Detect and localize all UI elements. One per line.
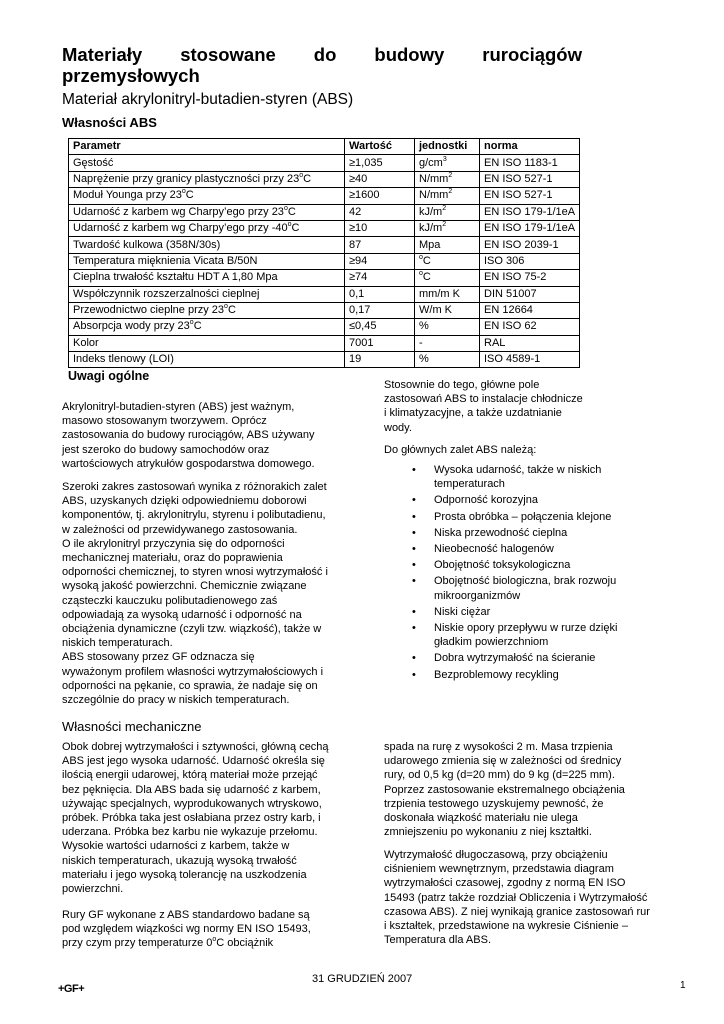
text-line: materiału i jego wysoką tolerancję na uszkodzenia: [62, 868, 307, 881]
list-item-text: Obojętność toksykologiczna: [434, 559, 571, 572]
text-line: Poprzez zastosowanie ekstremalnego obciążenia: [384, 783, 625, 796]
list-item-text: Prosta obróbka – połączenia klejone: [434, 510, 612, 523]
unit-sup: o: [419, 253, 423, 261]
table-row: [69, 302, 580, 318]
text-line: wyważonym profilem własności wytrzymałościowych i: [62, 665, 324, 678]
list-item-text: Odporność korozyjna: [434, 494, 538, 507]
param-cell: [69, 352, 345, 368]
list-item-text: Obojętność biologiczna, brak rozwoju: [434, 575, 617, 588]
text-line: wody.: [384, 421, 412, 434]
list-item: [409, 493, 669, 507]
text-line: odporności chemicznej, to styren wnosi wytrzymałość i: [62, 566, 328, 579]
text-line: używając specjalnych, wyprodukowanych wtryskowo,: [62, 797, 322, 810]
unit-cell: [415, 204, 480, 220]
norm-cell: EN ISO 179-1/1eA: [480, 204, 580, 220]
param-cell: [69, 220, 345, 236]
norm-cell: RAL: [480, 335, 580, 351]
unit-cell: [415, 335, 480, 351]
text-line: masowo stosowanym tworzywem. Oprócz: [62, 415, 267, 428]
param-cell: [69, 253, 345, 269]
unit-cell: [415, 237, 480, 253]
value-cell: 19: [345, 352, 415, 368]
text-line: bez pęknięcia. Dla ABS bada się udarność z karbem,: [62, 783, 321, 796]
value-cell: 0,1: [345, 286, 415, 302]
text-line: odpowiadają za wysoką udarność i odporność na: [62, 608, 302, 621]
param-text: Udarność z karbem wg Charpy’ego przy 23: [73, 205, 284, 218]
text-line: zastosowania do budowy rurociągów, ABS używany: [62, 429, 315, 442]
unit-cell: [415, 302, 480, 318]
text-line: jest szeroko do budowy samochodów oraz: [62, 443, 270, 456]
list-item-text: Niskie opory przepływu w rurze dzięki: [434, 622, 618, 635]
text-line: O ile akrylonitryl przyczynia się do odporności: [62, 537, 285, 550]
param-unit: C: [193, 320, 202, 333]
table-row: [69, 270, 580, 286]
param-text: Gęstość: [73, 156, 114, 169]
text-line: niskich temperaturach.: [62, 637, 173, 650]
degree-sup: o: [181, 188, 186, 196]
text-line: i kształtek, przedstawione na wykresie Ciśnienie –: [384, 920, 628, 933]
advantages-list: [409, 463, 669, 684]
text-line: Stosownie do tego, główne pole: [384, 379, 540, 391]
param-text: Przewodnictwo cieplne przy 23: [73, 304, 225, 317]
unit-text: %: [419, 320, 429, 333]
mechanical-left-paragraph-1: [62, 740, 372, 896]
text-line: wysoką jakość powierzchni. Chemicznie związane: [62, 580, 307, 593]
text-line: spada na rurę z wysokości 2 m. Masa trzpienia: [384, 741, 613, 753]
table-row: [69, 204, 580, 220]
table-row: [69, 220, 580, 236]
value-cell: ≥40: [345, 171, 415, 187]
unit-text: Mpa: [419, 238, 441, 251]
param-unit: C: [303, 172, 312, 185]
unit-sup: 2: [442, 221, 447, 229]
text-line: doskonała wiązkość materiału nie ulega: [384, 812, 578, 825]
value-cell: ≥94: [345, 253, 415, 269]
section-title: Własności ABS: [62, 115, 157, 130]
text-line: Wytrzymałość długoczasową, przy obciążeniu: [384, 849, 608, 861]
table-header-cell: norma: [480, 139, 580, 155]
norm-cell: ISO 4589-1: [480, 352, 580, 368]
text-line: Wysokie wartości udarności z karbem, także w: [62, 840, 290, 853]
value-cell: ≥74: [345, 270, 415, 286]
unit-cell: [415, 188, 480, 204]
general-paragraph-1: [62, 400, 362, 471]
norm-cell: EN ISO 75-2: [480, 270, 580, 286]
table-row: [69, 188, 580, 204]
unit-cell: [415, 270, 480, 286]
list-item: [409, 605, 669, 619]
text-line: cząsteczki kauczuku polibutadienowego zaś: [62, 594, 278, 607]
text-line: rury, od 0,5 kg (d=20 mm) do 9 kg (d=225 mm).: [384, 769, 615, 782]
list-item-text: temperaturach: [434, 478, 505, 491]
footer-date: 31 GRUDZIEŃ 2007: [312, 973, 413, 985]
param-cell: [69, 302, 345, 318]
mechanical-left-p2-last-line: przy czym przy temperaturze 0$^o$C obciążnik: [62, 936, 274, 950]
text-line: wartościowych atrykułów gospodarstwa domowego.: [62, 457, 315, 470]
mechanical-heading: Własności mechaniczne: [62, 719, 202, 734]
mechanical-right-paragraph-1: [384, 740, 684, 839]
text-line: udarowego zmienia się w zależności od średnicy: [384, 755, 622, 768]
degree-sup: o: [287, 221, 292, 229]
table-row: [69, 155, 580, 171]
text-line: Rury GF wykonane z ABS standardowo badane są: [62, 909, 310, 921]
param-text: Udarność z karbem wg Charpy’ego przy -40: [73, 222, 288, 235]
norm-cell: EN ISO 527-1: [480, 188, 580, 204]
param-unit: C: [287, 205, 296, 218]
table-header-cell: Parametr: [69, 139, 345, 155]
text-line: i klimatyzacyjne, a także uzdatnianie: [384, 407, 562, 420]
text-line: Temperatura dla ABS.: [384, 934, 492, 947]
param-cell: [69, 204, 345, 220]
text-line: odporności na pękanie, co sprawia, że nadaje się on: [62, 679, 318, 692]
param-cell: [69, 188, 345, 204]
unit-text: kJ/m: [419, 205, 443, 218]
general-heading: Uwagi ogólne: [68, 369, 150, 383]
param-cell: [69, 286, 345, 302]
unit-text: mm/m K: [419, 287, 460, 300]
value-cell: 7001: [345, 335, 415, 351]
mechanical-right-paragraph-2: [384, 848, 694, 947]
param-text: Naprężenie przy granicy plastyczności przy 23: [73, 172, 300, 185]
table-row: [69, 319, 580, 335]
list-item: [409, 668, 669, 682]
unit-cell: [415, 220, 480, 236]
unit-text: g/cm: [419, 156, 443, 169]
param-unit: C: [227, 304, 236, 317]
text-line: w zależności od przewidywanego zastosowania.: [62, 523, 298, 536]
text-line: wytrzymałości czasowej, zgodny z normą EN ISO: [384, 877, 626, 890]
unit-sup: 3: [442, 155, 447, 163]
degree-sup: o: [299, 171, 304, 179]
unit-text: N/mm: [419, 189, 449, 202]
unit-cell: [415, 352, 480, 368]
list-item-text: Nieobecność halogenów: [434, 543, 554, 556]
norm-cell: EN ISO 179-1/1eA: [480, 220, 580, 236]
param-unit: C: [185, 189, 194, 202]
norm-cell: DIN 51007: [480, 286, 580, 302]
list-item: [409, 558, 669, 572]
page-number: 1: [680, 980, 686, 991]
unit-sup: 2: [448, 188, 453, 196]
text-line: trzpienia testowego uzyskujemy pewność, że: [384, 797, 604, 810]
text-line: ABS jest jego wysoka udarność. Udarność określa się: [62, 755, 325, 768]
text-line: Obok dobrej wytrzymałości i sztywności, główną cechą: [62, 741, 329, 753]
norm-cell: EN ISO 2039-1: [480, 237, 580, 253]
norm-cell: EN ISO 527-1: [480, 171, 580, 187]
param-cell: [69, 270, 345, 286]
param-cell: [69, 171, 345, 187]
text-line: czasowa ABS). Z niej wynikają granice zastosowań rur: [384, 905, 650, 918]
list-item-text: Niski ciężar: [434, 605, 491, 618]
param-text: Współczynnik rozszerzalności cieplnej: [73, 287, 260, 300]
list-item-text: gładkim powierzchniom: [434, 636, 549, 649]
unit-sup: 2: [442, 204, 447, 212]
text-line: pod względem wiązkości wg normy EN ISO 15493,: [62, 923, 311, 936]
table-row: [69, 171, 580, 187]
text-line: uderzana. Próbka bez karbu nie wykazuje przełomu.: [62, 826, 318, 839]
unit-after: C: [422, 271, 431, 284]
list-item: [409, 526, 669, 540]
degree-sup: o: [224, 303, 228, 311]
norm-cell: EN ISO 62: [480, 319, 580, 335]
norm-cell: EN ISO 1183-1: [480, 155, 580, 171]
text-line: ABS, uzyskanych dzięki odpowiedniemu doborowi: [62, 495, 307, 508]
list-item-text: mikroorganizmów: [434, 589, 521, 602]
unit-text: N/mm: [419, 172, 449, 185]
list-item-text: Dobra wytrzymałość na ścieranie: [434, 652, 596, 665]
table-header-row: [69, 139, 580, 155]
unit-sup: o: [419, 270, 423, 278]
text-line: zmniejszeniu po wykonaniu z niej kształtki.: [384, 826, 592, 839]
param-text: Temperatura mięknienia Vicata B/50N: [73, 254, 258, 267]
unit-cell: [415, 286, 480, 302]
table-row: [69, 286, 580, 302]
unit-cell: [415, 171, 480, 187]
mechanical-left-paragraph-2: [62, 908, 372, 951]
unit-cell: [415, 155, 480, 171]
param-text: Absorpcja wody przy 23: [73, 320, 190, 333]
param-text: Cieplna trwałość kształtu HDT A 1,80 Mpa: [73, 271, 278, 284]
general-right-paragraph: [384, 378, 654, 435]
page-title: Materiały stosowane do budowy rurociągów przemysłowych: [62, 44, 582, 86]
param-text: Kolor: [73, 336, 99, 349]
unit-cell: [415, 253, 480, 269]
degree-sup: o: [189, 319, 194, 327]
norm-cell: EN 12664: [480, 302, 580, 318]
text-line: zastosowań ABS to instalacje chłodnicze: [384, 393, 583, 406]
list-item: [409, 651, 669, 665]
table-row: [69, 335, 580, 351]
list-item: [409, 542, 669, 556]
text-line: Akrylonitryl-butadien-styren (ABS) jest ważnym,: [62, 401, 295, 413]
text-line: próbek. Próbka taka jest osłabiana przez ostry karb, i: [62, 812, 321, 825]
properties-table: [68, 138, 580, 368]
text-line: komponentów, tj. akrylonitrylu, styrenu i polibutadienu,: [62, 509, 326, 522]
degree-sup: o: [283, 204, 288, 212]
gf-logo: +GF+: [58, 983, 85, 995]
list-item-text: Niska przewodność cieplna: [434, 526, 568, 539]
text-line: mechanicznej materiału, oraz do poprawienia: [62, 552, 283, 565]
list-item-text: Wysoka udarność, także w niskich: [434, 464, 602, 476]
text-line: niskich temperaturach, ukazują wysoką trwałość: [62, 854, 297, 867]
list-item: [409, 510, 669, 524]
value-cell: ≥1600: [345, 188, 415, 204]
param-text: Twardość kulkowa (358N/30s): [73, 238, 221, 251]
unit-text: W/m K: [419, 304, 452, 317]
unit-text: -: [419, 336, 423, 349]
table-row: [69, 237, 580, 253]
list-item: [409, 621, 669, 649]
text-line: ciśnieniem wewnętrznym, przedstawia diagram: [384, 863, 614, 876]
value-cell: ≥10: [345, 220, 415, 236]
param-cell: [69, 319, 345, 335]
value-cell: ≤0,45: [345, 319, 415, 335]
material-subtitle: Materiał akrylonitryl-butadien-styren (ABS): [62, 91, 354, 108]
unit-text: kJ/m: [419, 222, 443, 235]
param-cell: [69, 335, 345, 351]
param-cell: [69, 237, 345, 253]
text-line: powierzchni.: [62, 883, 124, 896]
table-header-cell: jednostki: [415, 139, 480, 155]
list-item: [409, 463, 669, 491]
unit-sup: 2: [448, 171, 453, 179]
general-paragraph-2: [62, 480, 372, 707]
value-cell: 42: [345, 204, 415, 220]
value-cell: 0,17: [345, 302, 415, 318]
param-unit: C: [291, 222, 300, 235]
text-line: obciążenia dynamiczne (czyli tzw. wiązkość), takżе w: [62, 623, 322, 636]
text-line: 15493 (patrz także rozdział Obliczenia i Wytrzymałość: [384, 891, 648, 904]
text-line: ilością energii udarowej, którą materiał może przejąć: [62, 769, 318, 782]
list-item: [409, 574, 669, 602]
advantages-intro: Do głównych zalet ABS należą:: [384, 444, 537, 456]
table-header-cell: Wartość: [345, 139, 415, 155]
text-line: szczególnie do pracy w niskich temperaturach.: [62, 694, 290, 707]
norm-cell: ISO 306: [480, 253, 580, 269]
param-text: Indeks tlenowy (LOI): [73, 353, 174, 366]
table-row: [69, 352, 580, 368]
unit-text: %: [419, 353, 429, 366]
param-text: Moduł Younga przy 23: [73, 189, 182, 202]
param-cell: [69, 155, 345, 171]
list-item-text: Bezproblemowy recykling: [434, 668, 559, 681]
text-line: Szeroki zakres zastosowań wynika z różnorakich zalet: [62, 481, 327, 493]
unit-cell: [415, 319, 480, 335]
unit-after: C: [422, 254, 431, 267]
table-row: [69, 253, 580, 269]
text-line: ABS stosowany przez GF odznacza się: [62, 651, 255, 664]
value-cell: ≥1,035: [345, 155, 415, 171]
value-cell: 87: [345, 237, 415, 253]
